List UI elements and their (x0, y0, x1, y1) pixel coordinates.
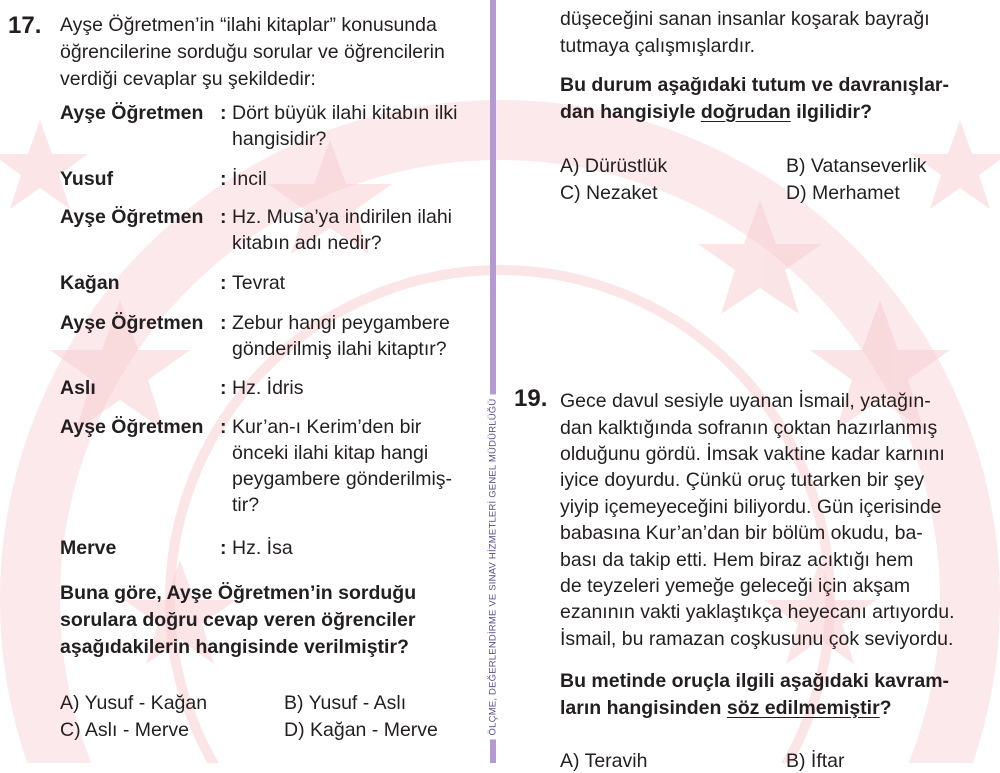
speaker-name: Merve (60, 537, 117, 559)
option-d[interactable]: D) Merhamet (786, 182, 900, 204)
question-number: 19. (514, 385, 548, 412)
question-stem-line: öğrencilerine sorduğu sorular ve öğrencilerin (60, 41, 445, 63)
question-prompt-line: sorulara doğru cevap veren öğrenciler (60, 609, 416, 631)
question-stem-line: verdiği cevaplar şu şekildedir: (60, 68, 316, 90)
option-b[interactable]: B) Vatanseverlik (786, 155, 927, 177)
dialogue-line: peygambere gönderilmiş- (232, 468, 453, 490)
speaker-name: Ayşe Öğretmen (60, 312, 204, 334)
speaker-name: Yusuf (60, 168, 114, 190)
option-c[interactable]: C) Aslı - Merve (60, 719, 189, 741)
question-stem-line: Gece davul sesiyle uyanan İsmail, yatağın- (560, 390, 931, 412)
question-stem-line: düşeceğini sanan insanlar koşarak bayrağı (560, 8, 930, 30)
option-a[interactable]: A) Dürüstlük (560, 155, 668, 177)
question-stem-line: babasına Kur’an’dan bir bölüm okudu, ba- (560, 522, 923, 544)
colon: : (220, 537, 227, 559)
emphasis-underline: söz edilmemiştir (726, 697, 880, 719)
question-stem-line: bası da takip etti. Hem biraz acıktığı hem (560, 549, 914, 571)
question-stem-line: Ayşe Öğretmen’in “ilahi kitaplar” konusunda (60, 14, 437, 36)
dialogue-line: Zebur hangi peygambere (232, 312, 450, 334)
dialogue-line: tir? (232, 494, 260, 516)
dialogue-line: gönderilmiş ilahi kitaptır? (232, 338, 447, 360)
dialogue-line: önceki ilahi kitap hangi (232, 442, 429, 464)
question-stem-line: iyice doyurdu. Çünkü oruç tutarken bir şey (560, 469, 925, 491)
colon: : (220, 272, 227, 294)
speaker-name: Ayşe Öğretmen (60, 206, 204, 228)
colon: : (220, 206, 227, 228)
question-prompt-line: Bu durum aşağıdaki tutum ve davranışlar- (560, 74, 950, 96)
question-prompt-line: aşağıdakilerin hangisinde verilmiştir? (60, 636, 409, 658)
colon: : (220, 168, 227, 190)
sidebar-vertical-text: ÖLÇME, DEĞERLENDİRME VE SINAV HİZMETLERİ GENEL MÜDÜRLÜĞÜ (488, 395, 499, 740)
dialogue-line: Hz. İsa (232, 537, 293, 559)
dialogue-line: Dört büyük ilahi kitabın ilki (232, 102, 458, 124)
colon: : (220, 102, 227, 124)
question-stem-line: dan kalktığında sofranın çoktan hazırlanmış (560, 417, 938, 439)
speaker-name: Kağan (60, 272, 120, 294)
option-c[interactable]: C) Nezaket (560, 182, 658, 204)
dialogue-line: Kur’an-ı Kerim’den bir (232, 416, 422, 438)
question-stem-line: tutmaya çalışmışlardır. (560, 35, 756, 57)
question-number: 17. (8, 12, 42, 39)
option-b[interactable]: B) Yusuf - Aslı (284, 692, 407, 714)
speaker-name: Aslı (60, 377, 96, 399)
dialogue-line: İncil (232, 168, 267, 190)
question-stem-line: yiyip içemeyeceğini biliyordu. Gün içerisinde (560, 496, 942, 518)
question-prompt-line: Buna göre, Ayşe Öğretmen’in sorduğu (60, 582, 417, 604)
emphasis-underline: doğrudan (700, 101, 791, 123)
option-a[interactable]: A) Teravih (560, 750, 648, 772)
question-prompt-line: ların hangisinden söz edilmemiştir? (560, 697, 892, 719)
colon: : (220, 377, 227, 399)
dialogue-line: Tevrat (232, 272, 286, 294)
question-stem-line: olduğunu gördü. İmsak vaktine kadar karnını (560, 443, 945, 465)
dialogue-line: hangisidir? (232, 128, 327, 150)
speaker-name: Ayşe Öğretmen (60, 102, 204, 124)
question-stem-line: İsmail, bu ramazan coşkusunu çok seviyordu. (560, 628, 954, 650)
dialogue-line: kitabın adı nedir? (232, 232, 382, 254)
speaker-name: Ayşe Öğretmen (60, 416, 204, 438)
question-prompt-line: dan hangisiyle doğrudan ilgilidir? (560, 101, 873, 123)
option-b[interactable]: B) İftar (786, 750, 845, 772)
colon: : (220, 312, 227, 334)
dialogue-line: Hz. Musa’ya indirilen ilahi (232, 206, 453, 228)
option-d[interactable]: D) Kağan - Merve (284, 719, 438, 741)
question-stem-line: de teyzeleri yemeğe geleceği için akşam (560, 575, 911, 597)
question-stem-line: ezanının vakti yaklaştıkça heyecanı artıyordu. (560, 601, 955, 623)
dialogue-line: Hz. İdris (232, 377, 304, 399)
option-a[interactable]: A) Yusuf - Kağan (60, 692, 208, 714)
question-prompt-line: Bu metinde oruçla ilgili aşağıdaki kavram- (560, 670, 950, 692)
colon: : (220, 416, 227, 438)
